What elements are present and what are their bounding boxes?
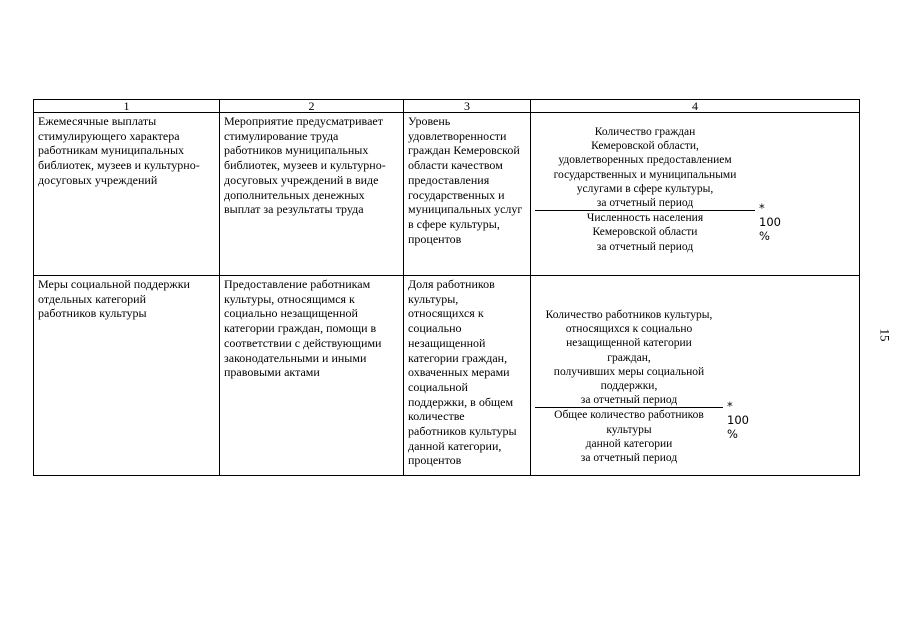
column-header-3: 3	[404, 100, 531, 113]
indicators-table	[33, 99, 860, 476]
column-header-4: 4	[531, 100, 860, 113]
formula-denominator-line: Общее количество работников	[554, 409, 704, 422]
cell-indicator-name: Уровень удовлетворенности граждан Кемеровской области качеством предоставления государственных и муниципальных услуг в сфере культуры, процентов	[404, 113, 531, 276]
cell-measure-name: Ежемесячные выплаты стимулирующего характера работникам муниципальных библиотек, музеев и культурно- досуговых учреждений	[34, 113, 220, 276]
formula-numerator-line: Кемеровской области,	[591, 140, 699, 153]
formula-multiplier: * 100 %	[759, 201, 781, 244]
formula-denominator-line: за отчетный период	[596, 240, 694, 253]
cell-formula	[531, 113, 860, 276]
cell-measure-name: Меры социальной поддержки отдельных категорий работников культуры	[34, 276, 220, 476]
formula-numerator-line: относящихся к социально	[565, 323, 693, 336]
column-header-2: 2	[220, 100, 404, 113]
formula-numerator-line: Количество работников культуры,	[545, 309, 713, 321]
formula-denominator-line: культуры	[606, 423, 652, 436]
formula-numerator-line: поддержки,	[600, 380, 658, 393]
cell-indicator-name: Доля работников культуры, относящихся к социально незащищенной категории граждан, охваченных мерами социальной поддержки, в общем количестве работников культуры данной категории, процентов	[404, 276, 531, 476]
table-row	[34, 276, 860, 476]
formula-denominator-line: данной категории	[585, 437, 673, 450]
formula-numerator-line: граждан,	[607, 351, 651, 364]
formula	[535, 125, 781, 254]
formula-multiplier: * 100 %	[727, 399, 749, 442]
page-number: 15	[877, 328, 893, 342]
cell-formula	[531, 276, 860, 476]
formula-numerator-line: за отчетный период	[580, 394, 678, 407]
formula-denominator-line: Численность населения	[586, 212, 704, 225]
formula-numerator-line: удовлетворенных предоставлением	[558, 154, 732, 167]
formula	[535, 308, 749, 465]
formula-denominator-line: Кемеровской области	[592, 226, 698, 239]
cell-measure-description: Мероприятие предусматривает стимулирование труда работников муниципальных библиотек, музеев и культурно- досуговых учреждений в виде дополнительных денежных выплат за результаты труда	[220, 113, 404, 276]
formula-denominator-line: за отчетный период	[580, 452, 678, 465]
table-row	[34, 113, 860, 276]
formula-numerator-line: за отчетный период	[596, 197, 694, 210]
formula-numerator-line: государственных и муниципальными	[553, 168, 737, 181]
formula-numerator-line: получивших меры социальной	[553, 365, 705, 378]
header-row	[34, 100, 860, 113]
column-header-1: 1	[34, 100, 220, 113]
formula-numerator-line: Количество граждан	[594, 126, 696, 138]
formula-numerator-line: услугами в сфере культуры,	[576, 182, 714, 195]
formula-numerator-line: незащищенной категории	[566, 337, 692, 350]
cell-measure-description: Предоставление работникам культуры, относящимся к социально незащищенной категории граждан, помощи в соответствии с действующими законодательными и иными правовыми актами	[220, 276, 404, 476]
